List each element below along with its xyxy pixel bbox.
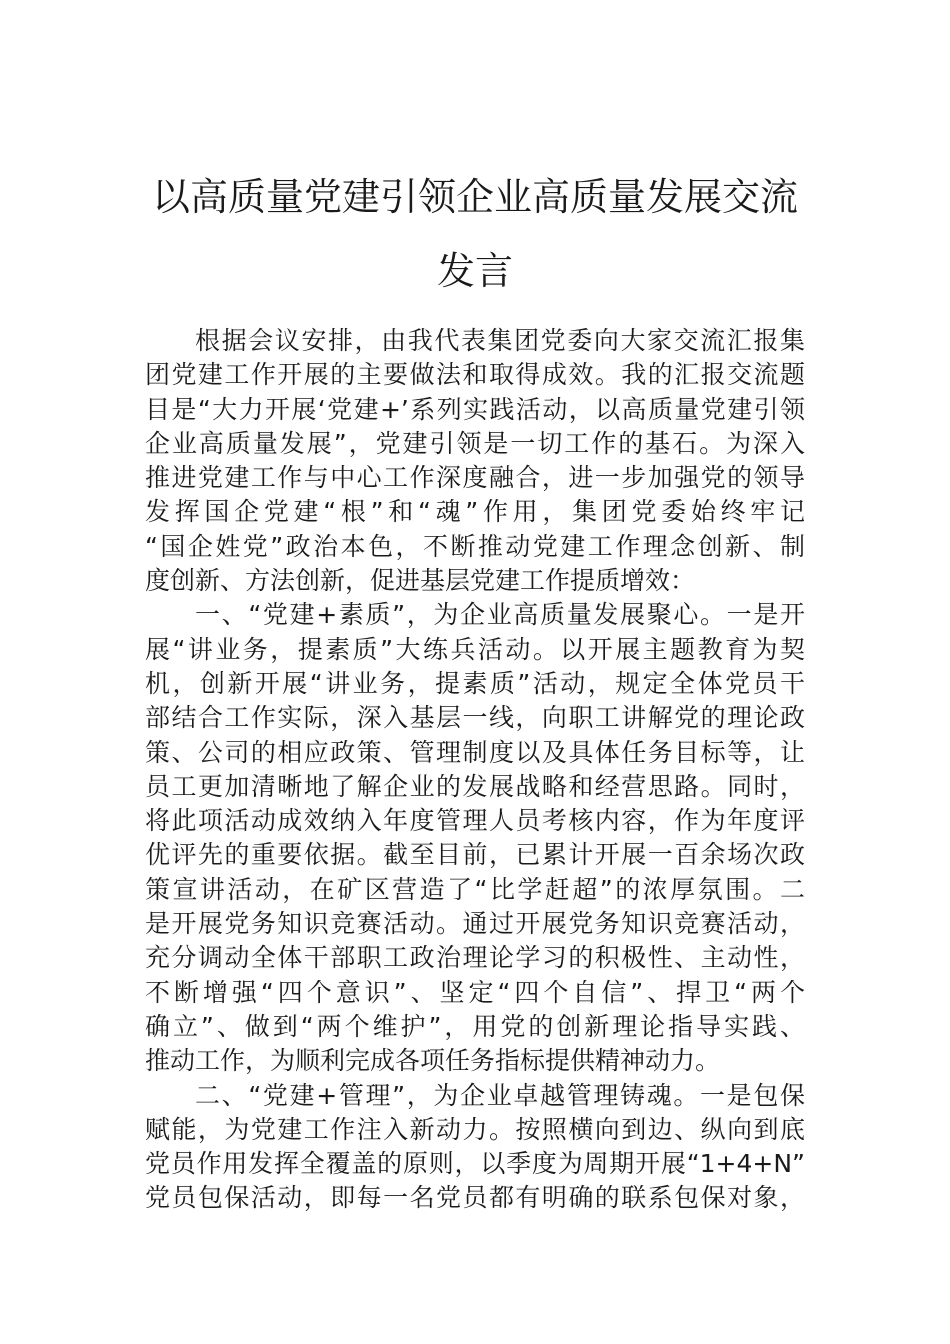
text-line: 充分调动全体干部职工政治理论学习的积极性、主动性， <box>145 943 805 973</box>
text-line: 机，创新开展“讲业务，提素质”活动，规定全体党员干 <box>145 668 805 698</box>
text-line: 优评先的重要依据。截至目前，已累计开展一百余场次政 <box>145 840 805 870</box>
text-line: 策宣讲活动，在矿区营造了“比学赶超”的浓厚氛围。二 <box>145 874 805 904</box>
text-line: 企业高质量发展”，党建引领是一切工作的基石。为深入 <box>145 428 805 458</box>
text-line: 是开展党务知识竞赛活动。通过开展党务知识竞赛活动， <box>145 909 805 939</box>
text-line: 确立”、做到“两个维护”，用党的创新理论指导实践、 <box>145 1011 805 1041</box>
text-line: 目是“大力开展‘党建+’系列实践活动，以高质量党建引领 <box>145 394 805 424</box>
text-line: 二、“党建+管理”，为企业卓越管理铸魂。一是包保 <box>195 1080 805 1110</box>
text-line: 一、“党建+素质”，为企业高质量发展聚心。一是开 <box>195 600 805 630</box>
text-line: 发挥国企党建“根”和“魂”作用，集团党委始终牢记 <box>145 497 805 527</box>
text-line: “国企姓党”政治本色，不断推动党建工作理念创新、制 <box>145 531 805 561</box>
document-title: 以高质量党建引领企业高质量发展交流发言 <box>151 175 798 293</box>
text-line: 部结合工作实际，深入基层一线，向职工讲解党的理论政 <box>145 703 805 733</box>
text-line: 党员包保活动，即每一名党员都有明确的联系包保对象， <box>145 1183 805 1213</box>
text-line: 展“讲业务，提素质”大练兵活动。以开展主题教育为契 <box>145 634 805 664</box>
text-line: 党员作用发挥全覆盖的原则，以季度为周期开展“1+4+N” <box>145 1149 805 1179</box>
text-line: 推动工作，为顺利完成各项任务指标提供精神动力。 <box>145 1046 721 1076</box>
text-line: 团党建工作开展的主要做法和取得成效。我的汇报交流题 <box>145 360 805 390</box>
text-line: 不断增强“四个意识”、坚定“四个自信”、捍卫“两个 <box>145 977 805 1007</box>
text-line: 度创新、方法创新，促进基层党建工作提质增效： <box>145 566 696 596</box>
text-line: 将此项活动成效纳入年度管理人员考核内容，作为年度评 <box>145 806 805 836</box>
text-line: 推进党建工作与中心工作深度融合，进一步加强党的领导 <box>145 463 805 493</box>
text-line: 策、公司的相应政策、管理制度以及具体任务目标等，让 <box>145 737 805 767</box>
text-line: 员工更加清晰地了解企业的发展战略和经营思路。同时， <box>145 771 805 801</box>
text-line: 赋能，为党建工作注入新动力。按照横向到边、纵向到底 <box>145 1114 805 1144</box>
text-line: 根据会议安排，由我代表集团党委向大家交流汇报集 <box>195 326 805 355</box>
document-body <box>145 324 805 1216</box>
